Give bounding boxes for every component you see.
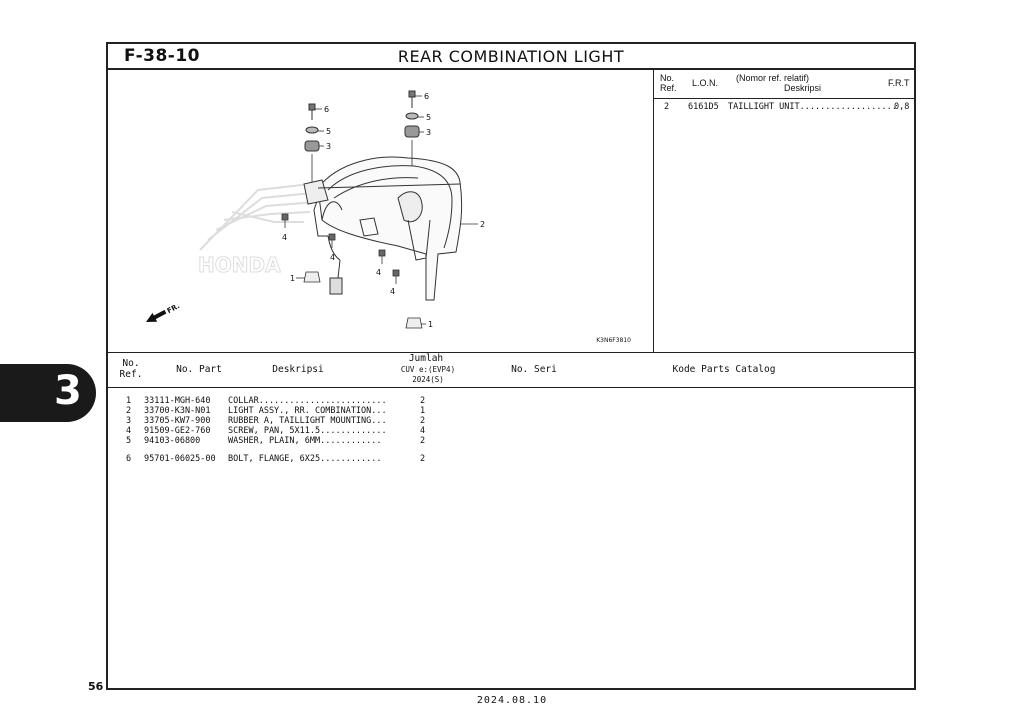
callout: 4 bbox=[282, 233, 288, 242]
row-qty: 2 bbox=[420, 436, 426, 446]
row-part: 94103-06800 bbox=[144, 436, 201, 446]
right-fastener-stack bbox=[405, 91, 419, 137]
print-date: 2024.08.10 bbox=[476, 695, 548, 706]
frt-value: 0,8 bbox=[894, 102, 910, 112]
frt-table-header bbox=[654, 70, 916, 99]
frt-header-frt: F.R.T bbox=[888, 78, 910, 88]
row-qty: 2 bbox=[420, 396, 426, 406]
frt-table bbox=[654, 70, 916, 352]
callout: 4 bbox=[390, 287, 396, 296]
callout: 6 bbox=[424, 92, 430, 101]
row-qty: 2 bbox=[420, 454, 426, 464]
row-ref: 5 bbox=[126, 436, 132, 446]
front-arrow-icon bbox=[144, 300, 181, 326]
row-ref: 2 bbox=[126, 406, 132, 416]
frt-header-lon: L.O.N. bbox=[692, 78, 719, 88]
callout: 1 bbox=[290, 274, 296, 283]
callout: 5 bbox=[326, 127, 332, 136]
callout: 2 bbox=[480, 220, 486, 229]
taillight-assembly bbox=[304, 157, 462, 300]
table-row bbox=[108, 416, 914, 426]
table-row bbox=[108, 454, 914, 464]
frt-header-deskripsi: Deskripsi bbox=[784, 83, 822, 93]
frt-header-no: No. bbox=[660, 73, 675, 83]
row-part: 33705-KW7-900 bbox=[144, 416, 211, 426]
page-number: 56 bbox=[88, 680, 104, 693]
row-ref: 1 bbox=[126, 396, 132, 406]
row-part: 91509-GE2-760 bbox=[144, 426, 211, 436]
callout: 3 bbox=[426, 128, 432, 137]
row-desc: BOLT, FLANGE, 6X25............ bbox=[228, 454, 382, 464]
header-jumlah: Jumlah bbox=[408, 353, 444, 364]
row-qty: 4 bbox=[420, 426, 426, 436]
row-desc: WASHER, PLAIN, 6MM............ bbox=[228, 436, 382, 446]
page-frame bbox=[106, 42, 916, 690]
diagram-drawing bbox=[108, 70, 654, 352]
honda-watermark: HONDA bbox=[198, 253, 281, 277]
exploded-diagram bbox=[108, 70, 654, 352]
header-part: No. Part bbox=[176, 364, 222, 375]
row-ref: 6 bbox=[126, 454, 132, 464]
row-desc: RUBBER A, TAILLIGHT MOUNTING... bbox=[228, 416, 387, 426]
figure-code: F-38-10 bbox=[124, 46, 201, 66]
callout: 6 bbox=[324, 105, 330, 114]
frt-desc: TAILLIGHT UNIT................... bbox=[728, 102, 897, 112]
row-part: 33111-MGH-640 bbox=[144, 396, 211, 406]
callout: 5 bbox=[426, 113, 432, 122]
parts-table-header bbox=[108, 352, 914, 388]
table-row bbox=[108, 406, 914, 416]
diagram-code: K3N6F3810 bbox=[596, 337, 631, 344]
frt-header-nomor: (Nomor ref. relatif) bbox=[736, 73, 810, 83]
front-label: FR. bbox=[165, 301, 181, 316]
row-part: 95701-06025-00 bbox=[144, 454, 216, 464]
header-ref: Ref. bbox=[119, 369, 143, 380]
header-desc: Deskripsi bbox=[272, 364, 324, 375]
callout: 3 bbox=[326, 142, 332, 151]
table-row bbox=[108, 436, 914, 446]
row-desc: LIGHT ASSY., RR. COMBINATION... bbox=[228, 406, 387, 416]
row-ref: 4 bbox=[126, 426, 132, 436]
callout: 1 bbox=[428, 320, 434, 329]
row-desc: SCREW, PAN, 5X11.5............. bbox=[228, 426, 387, 436]
callout: 4 bbox=[330, 253, 336, 262]
section-tab[interactable] bbox=[0, 364, 96, 422]
collar-parts bbox=[304, 272, 422, 328]
frt-ref: 2 bbox=[664, 102, 670, 112]
section-number: 3 bbox=[54, 368, 82, 414]
row-part: 33700-K3N-N01 bbox=[144, 406, 211, 416]
row-qty: 2 bbox=[420, 416, 426, 426]
header-no: No. bbox=[122, 358, 140, 369]
figure-title: REAR COMBINATION LIGHT bbox=[397, 47, 625, 66]
row-desc: COLLAR......................... bbox=[228, 396, 387, 406]
table-row bbox=[108, 426, 914, 436]
row-ref: 3 bbox=[126, 416, 132, 426]
title-bar bbox=[108, 44, 914, 70]
header-year: 2024(S) bbox=[412, 375, 444, 384]
callout: 4 bbox=[376, 268, 382, 277]
left-fastener-stack bbox=[305, 104, 319, 151]
frt-lon: 6161D5 bbox=[688, 102, 719, 112]
header-seri: No. Seri bbox=[511, 364, 557, 375]
table-row bbox=[108, 396, 914, 406]
header-model: CUV e:(EVP4) bbox=[400, 365, 456, 374]
row-qty: 1 bbox=[420, 406, 426, 416]
frt-header-ref: Ref. bbox=[660, 83, 677, 93]
header-catalog: Kode Parts Catalog bbox=[672, 364, 776, 375]
